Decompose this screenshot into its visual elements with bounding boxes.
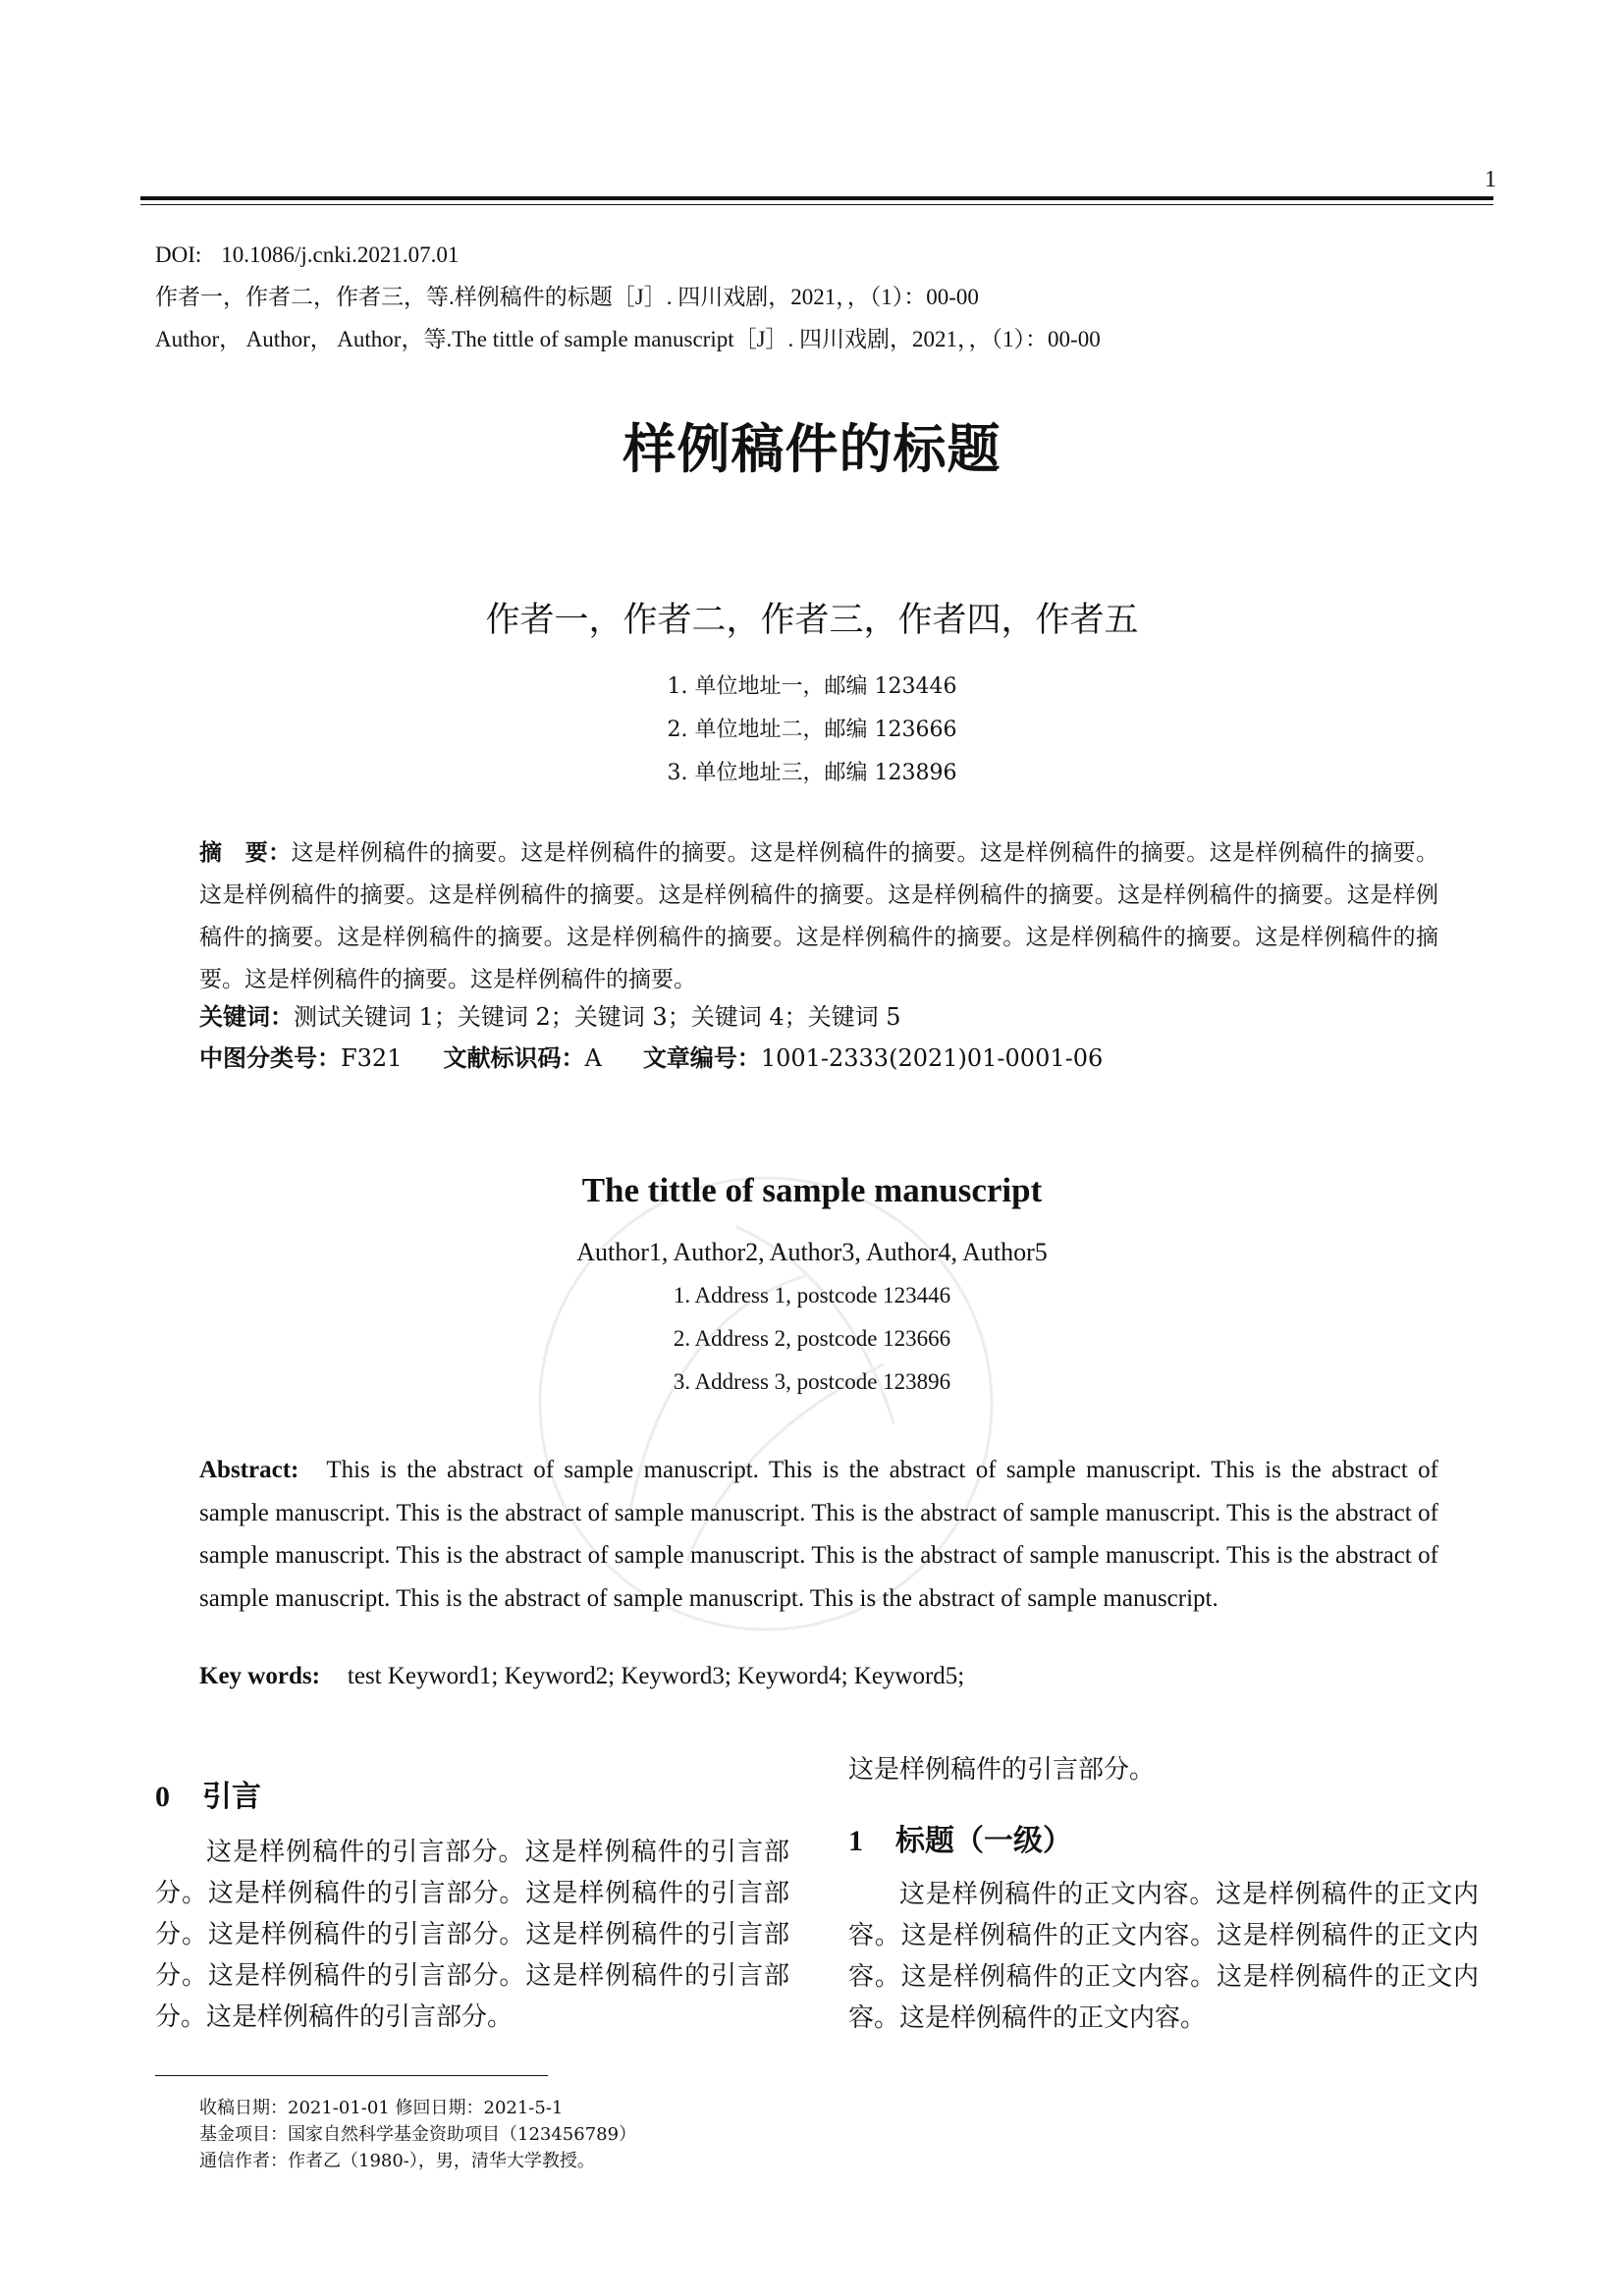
affiliation-en-1: 1. Address 1, postcode 123446 bbox=[673, 1283, 951, 1308]
header-rule-thick bbox=[140, 196, 1493, 200]
section-0-number: 0 bbox=[155, 1781, 170, 1813]
abstract-en-label: Abstract: bbox=[199, 1457, 299, 1483]
abstract-cn-label: 摘 要： bbox=[199, 840, 292, 866]
article-number-value: 1001-2333(2021)01-0001-06 bbox=[760, 1044, 1104, 1072]
article-number-label: 文章编号： bbox=[642, 1044, 761, 1072]
section-0-continuation: 这是样例稿件的引言部分。 bbox=[848, 1755, 1156, 1785]
doi-label: DOI: bbox=[155, 242, 202, 267]
abstract-en bbox=[199, 1449, 1438, 1620]
section-0-title: 引言 bbox=[202, 1780, 261, 1814]
paper-title-cn: 样例稿件的标题 bbox=[623, 418, 1001, 480]
section-1-title: 标题（一级） bbox=[895, 1824, 1072, 1858]
footnote-received: 收稿日期：2021-01-01 修回日期：2021-5-1 bbox=[199, 2098, 564, 2118]
section-1-number: 1 bbox=[848, 1825, 863, 1857]
page-number: 1 bbox=[1485, 167, 1496, 192]
doi-value[interactable]: 10.1086/j.cnki.2021.07.01 bbox=[221, 242, 460, 267]
section-1-heading bbox=[848, 1816, 1479, 1859]
keywords-en-text: test Keyword1; Keyword2; Keyword3; Keyword4; Keyword5; bbox=[347, 1663, 965, 1689]
doc-code-value: A bbox=[584, 1044, 602, 1072]
keywords-cn-label: 关键词： bbox=[199, 1003, 294, 1031]
affiliation-cn-2: 2. 单位地址二，邮编 123666 bbox=[667, 718, 957, 742]
doi-line bbox=[155, 240, 459, 270]
abstract-cn-text: 这是样例稿件的摘要。这是样例稿件的摘要。这是样例稿件的摘要。这是样例稿件的摘要。这是样例稿件的摘要。这是样例稿件的摘要。这是样例稿件的摘要。这是样例稿件的摘要。这是样例稿件的摘要。这是样例稿件的摘要。这是样例稿件的摘要。这是样例稿件的摘要。这是样例稿件的摘要。这是样例稿件的摘要。这是样例稿件的摘要。这是样例稿件的摘要。这是样例稿件的摘要。这是样例稿件的摘要。 bbox=[199, 840, 1439, 992]
keywords-en-label: Key words: bbox=[199, 1663, 320, 1689]
clc-value: F321 bbox=[341, 1044, 403, 1072]
authors-en: Author1, Author2, Author3, Author4, Author5 bbox=[576, 1238, 1048, 1266]
doc-code-label: 文献标识码： bbox=[443, 1044, 585, 1072]
abstract-en-text: This is the abstract of sample manuscript. This is the abstract of sample manuscript. This is the abstract of sample manuscript. This is the abstract of sample manuscript. This is the abstract of sample manuscript. This is the abstract of sample manuscript. This is the abstract of sample manuscript. This is the abstract of sample manuscript. This is the abstract of sample manuscript. This is the abstract of sample manuscript. This is the abstract of sample manuscript. bbox=[199, 1457, 1438, 1612]
footnote-corresponding-author: 通信作者：作者乙（1980-），男，清华大学教授。 bbox=[199, 2151, 595, 2171]
footnote-funding: 基金项目：国家自然科学基金资助项目（123456789） bbox=[199, 2124, 637, 2145]
section-0-body: 这是样例稿件的引言部分。这是样例稿件的引言部分。这是样例稿件的引言部分。这是样例稿件的引言部分。这是样例稿件的引言部分。这是样例稿件的引言部分。这是样例稿件的引言部分。这是样例稿件的引言部分。这是样例稿件的引言部分。 bbox=[155, 1838, 789, 2032]
keywords-cn bbox=[199, 997, 901, 1032]
affiliation-cn-1: 1. 单位地址一，邮编 123446 bbox=[667, 674, 957, 699]
authors-cn: 作者一，作者二，作者三，作者四，作者五 bbox=[485, 601, 1139, 640]
keywords-cn-text: 测试关键词 1；关键词 2；关键词 3；关键词 4；关键词 5 bbox=[294, 1003, 901, 1031]
abstract-cn bbox=[199, 832, 1438, 1001]
citation-cn: 作者一，作者二，作者三，等.样例稿件的标题［J］. 四川戏剧，2021，，（1）：00-00 bbox=[155, 285, 979, 309]
clc-label: 中图分类号： bbox=[199, 1044, 341, 1072]
classification-line bbox=[199, 1039, 1103, 1073]
section-0-heading bbox=[155, 1772, 789, 1815]
header-rule-thin bbox=[140, 204, 1493, 205]
citation-en: Author， Author， Author，等.The tittle of sample manuscript［J］. 四川戏剧，2021，，（1）：00-00 bbox=[155, 327, 1101, 351]
keywords-en bbox=[199, 1663, 964, 1690]
affiliation-en-3: 3. Address 3, postcode 123896 bbox=[673, 1369, 951, 1394]
affiliation-cn-3: 3. 单位地址三，邮编 123896 bbox=[667, 761, 957, 785]
paper-title-en: The tittle of sample manuscript bbox=[581, 1171, 1043, 1209]
section-1-body: 这是样例稿件的正文内容。这是样例稿件的正文内容。这是样例稿件的正文内容。这是样例稿件的正文内容。这是样例稿件的正文内容。这是样例稿件的正文内容。这是样例稿件的正文内容。 bbox=[848, 1880, 1479, 2033]
footnote-rule bbox=[155, 2075, 548, 2076]
affiliation-en-2: 2. Address 2, postcode 123666 bbox=[673, 1326, 951, 1351]
